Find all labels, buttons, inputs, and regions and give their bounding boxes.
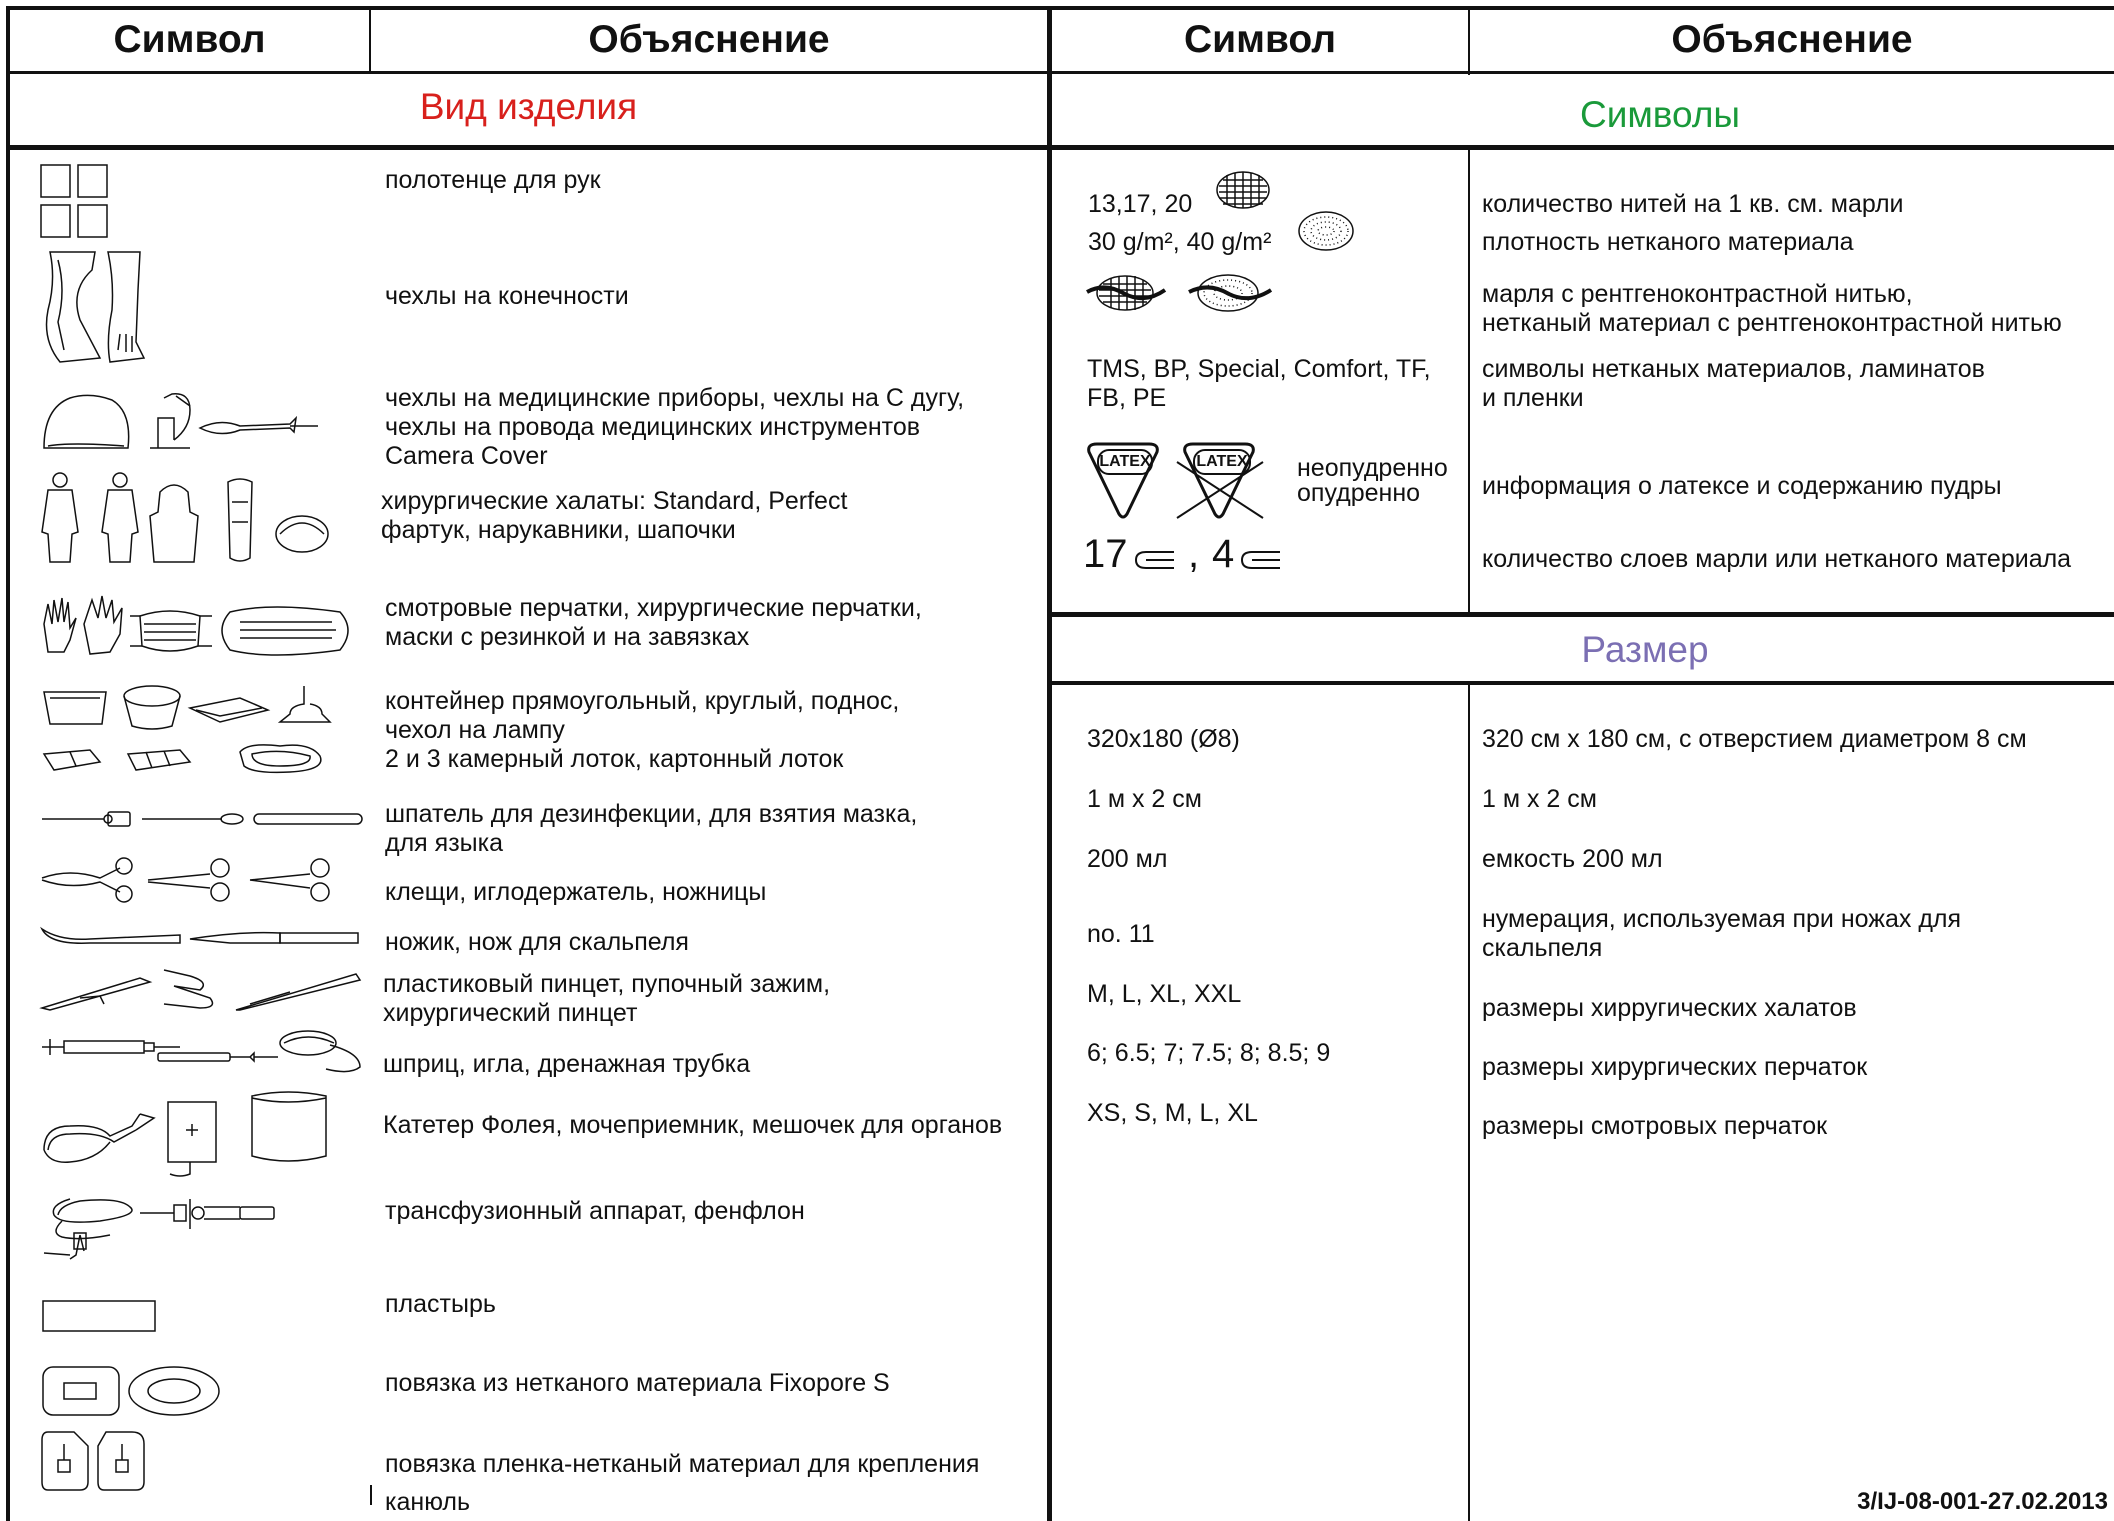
size-symbol: 320x180 (Ø8)	[1087, 725, 1240, 753]
layers-number-a: 17	[1083, 532, 1128, 576]
gauze-grid-icon	[1215, 170, 1271, 210]
symbol-nonwoven-density: 30 g/m², 40 g/m²	[1088, 228, 1272, 256]
size-expl: нумерация, используемая при ножах для скальпеля	[1482, 905, 1962, 962]
right-section-rule	[1049, 145, 2114, 150]
powder-text: неопудренно опудренно	[1297, 454, 1448, 507]
device-cover-icon	[40, 388, 320, 452]
item-text-syringe: шприц, игла, дренажная трубка	[383, 1050, 751, 1078]
border-left	[6, 6, 10, 1521]
symbol-gauze-threads: 13,17, 20	[1088, 190, 1193, 218]
size-symbol: 200 мл	[1087, 845, 1168, 873]
size-expl: 320 см х 180 см, с отверстием диаметром 8 см	[1482, 725, 2027, 753]
item-text-transfusion: трансфузионный аппарат, фенфлон	[385, 1197, 805, 1225]
item-text-gloves-mask: смотровые перчатки, хирургические перчатки, маски с резинкой и на завязках	[385, 594, 922, 651]
item-text-device-cover: чехлы на медицинские приборы, чехлы на С дугу, чехлы на провода медицинских инструментов Camera Cover	[385, 384, 965, 470]
left-section-rule	[6, 145, 1049, 150]
right-col-divider	[1468, 6, 1470, 1521]
document-code: 3/IJ-08-001-27.02.2013	[1857, 1488, 2108, 1515]
size-expl: емкость 200 мл	[1482, 845, 1663, 873]
limb-cover-icon	[40, 250, 150, 370]
catheter-icon	[40, 1090, 350, 1180]
item-text-plaster: пластырь	[385, 1290, 496, 1318]
header-explanation-right: Объяснение	[1671, 18, 1913, 61]
symbol-expl-threads: количество нитей на 1 кв. см. марли	[1482, 190, 1904, 218]
item-text-spatula: шпатель для дезинфекции, для взятия мазка, для языка	[385, 800, 918, 857]
forceps-icon	[40, 858, 336, 902]
size-symbol: XS, S, M, L, XL	[1087, 1099, 1258, 1127]
item-text-tweezers: пластиковый пинцет, пупочный зажим, хирургический пинцет	[383, 970, 831, 1027]
xray-thread-icon	[1085, 270, 1275, 316]
scalpel-icon	[40, 925, 360, 949]
header-bottom-rule	[6, 71, 2114, 74]
section-title-vid: Вид изделия	[419, 86, 638, 127]
symbol-expl-layers: количество слоев марли или нетканого материала	[1482, 545, 2072, 573]
header-explanation-left: Объяснение	[588, 18, 830, 61]
size-expl: размеры смотровых перчаток	[1482, 1112, 1828, 1140]
plaster-icon	[40, 1298, 160, 1334]
container-icon	[40, 680, 360, 786]
cannula-text-tick	[370, 1485, 372, 1505]
symbol-expl-density: плотность нетканого материала	[1482, 228, 1854, 256]
symbol-expl-materials: символы нетканых материалов, ламинатов и пленки	[1482, 355, 1985, 412]
syringe-icon	[40, 1023, 364, 1079]
layers-number-b: 4	[1212, 532, 1235, 576]
size-symbol: M, L, XL, XXL	[1087, 980, 1242, 1008]
header-symbol-left: Символ	[113, 18, 266, 61]
size-symbol: 1 м x 2 см	[1087, 785, 1202, 813]
latex-label: LATEX	[1097, 449, 1153, 475]
symbol-materials: TMS, BP, Special, Comfort, TF, FB, PE	[1087, 355, 1431, 412]
symbol-expl-latex: информация о латексе и содержанию пудры	[1482, 472, 2002, 500]
item-text-scalpel: ножик, нож для скальпеля	[385, 928, 689, 956]
symbol-expl-xray: марля с рентгеноконтрастной нитью, нетканый материал с рентгеноконтрастной нитью	[1482, 280, 2062, 337]
size-bottom-rule	[1049, 681, 2114, 685]
gloves-mask-icon	[40, 594, 360, 658]
item-text-catheter: Катетер Фолея, мочеприемник, мешочек для органов	[383, 1111, 1003, 1139]
item-text-surgical-gown: хирургические халаты: Standard, Perfect фартук, нарукавники, шапочки	[381, 487, 848, 544]
section-title-size: Размер	[1581, 629, 1709, 670]
item-text-hand-towel: полотенце для рук	[385, 166, 601, 194]
size-expl: 1 м x 2 см	[1482, 785, 1597, 813]
fixopore-dressing-icon	[40, 1364, 222, 1418]
section-title-symbols: Символы	[1579, 94, 1740, 135]
surgical-gown-icon	[40, 472, 330, 564]
border-top	[6, 6, 2114, 10]
item-text-fixopore: повязка из нетканого материала Fixopore S	[385, 1369, 890, 1397]
tweezers-icon	[40, 968, 364, 1012]
layers-b-icon	[1240, 548, 1282, 572]
hand-towel-icon	[40, 163, 112, 239]
nonwoven-dots-icon	[1297, 210, 1355, 252]
size-expl: размеры хирругических халатов	[1482, 994, 1857, 1022]
size-symbol: 6; 6.5; 7; 7.5; 8; 8.5; 9	[1087, 1039, 1331, 1067]
latex-free-label: LATEX	[1193, 449, 1251, 475]
transfusion-icon	[40, 1185, 280, 1261]
size-expl: размеры хирургических перчаток	[1482, 1053, 1868, 1081]
layers-separator: ,	[1188, 532, 1200, 576]
center-divider	[1047, 6, 1052, 1521]
item-text-container: контейнер прямоугольный, круглый, поднос, чехол на лампу 2 и 3 камерный лоток, картонный лоток	[385, 687, 900, 773]
item-text-forceps: клещи, иглодержатель, ножницы	[385, 878, 767, 906]
header-symbol-right: Символ	[1183, 18, 1337, 61]
layers-a-icon	[1134, 548, 1176, 572]
item-text-limb-cover: чехлы на конечности	[385, 282, 629, 310]
size-symbol: no. 11	[1087, 920, 1155, 948]
item-text-cannula-dressing: повязка пленка-нетканый материал для крепления канюль	[385, 1450, 980, 1516]
cannula-dressing-icon	[40, 1430, 152, 1492]
spatula-icon	[40, 808, 366, 830]
